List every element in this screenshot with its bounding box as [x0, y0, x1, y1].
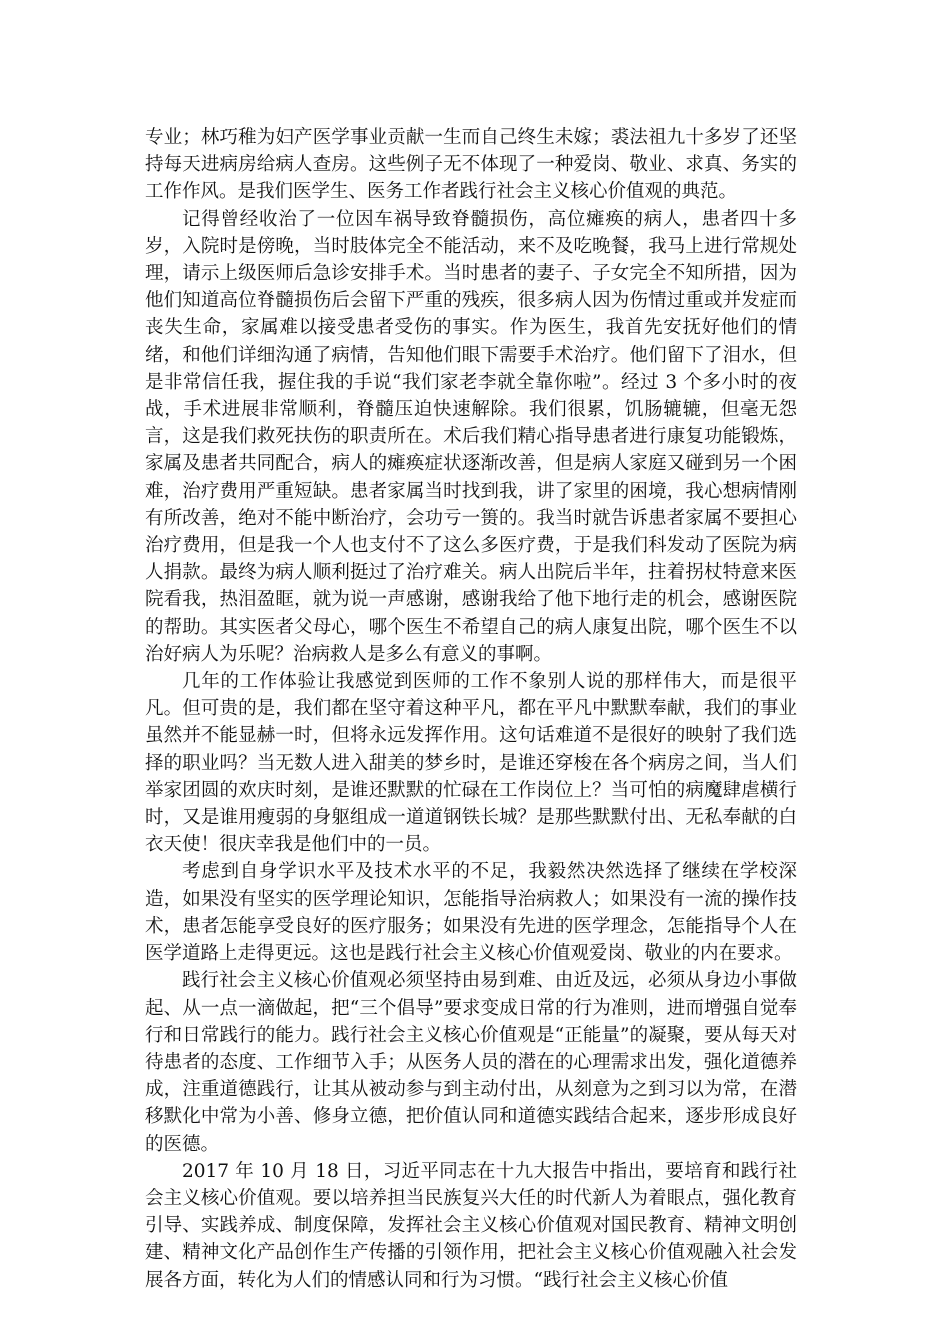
paragraph-further-study: 考虑到自身学识水平及技术水平的不足，我毅然决然选择了继续在学校深造，如果没有坚实的医学理论知识，怎能指导治病救人；如果没有一流的操作技术，患者怎能享受良好的医疗服务；如果没有先进的医学理念，怎能指导个人在医学道路上走得更远。这也是践行社会主义核心价值观爱岗、敬业的内在要求。 — [145, 861, 797, 965]
paragraph-practice-values: 践行社会主义核心价值观必须坚持由易到难、由近及远，必须从身边小事做起、从一点一滴做起，把“三个倡导”要求变成日常的行为准则，进而增强自觉奉行和日常践行的能力。践行社会主义核心价值观是“正能量”的凝聚，要从每天对待患者的态度、工作细节入手；从医务人员的潜在的心理需求出发，强化道德养成，注重道德践行，让其从被动参与到主动付出，从刻意为之到习以为常，在潜移默化中常为小善、修身立德，把价值认同和道德实践结合起来，逐步形成良好的医德。 — [145, 970, 797, 1155]
document-body — [145, 124, 797, 1294]
paragraph-nineteenth-congress: 2017 年 10 月 18 日，习近平同志在十九大报告中指出，要培育和践行社会主义核心价值观。要以培养担当民族复兴大任的时代新人为着眼点，强化教育引导、实践养成、制度保障，发挥社会主义核心价值观对国民教育、精神文明创建、精神文化产品创作生产传播的引领作用，把社会主义核心价值观融入社会发展各方面，转化为人们的情感认同和行为习惯。“践行社会主义核心价值 — [145, 1160, 797, 1291]
paragraph-work-experience: 几年的工作体验让我感觉到医师的工作不象别人说的那样伟大，而是很平凡。但可贵的是，我们都在坚守着这种平凡，都在平凡中默默奉献，我们的事业虽然并不能显赫一时，但将永远发挥作用。这句话难道不是很好的映射了我们选择的职业吗？当无数人进入甜美的梦乡时，是谁还穿梭在各个病房之间，当人们举家团圆的欢庆时刻，是谁还默默的忙碌在工作岗位上？当可怕的病魔肆虐横行时，又是谁用瘦弱的身躯组成一道道钢铁长城？是那些默默付出、无私奉献的白衣天使！很庆幸我是他们中的一员。 — [145, 671, 797, 856]
paragraph-continuation: 专业；林巧稚为妇产医学事业贡献一生而自己终生未嫁；裘法祖九十多岁了还坚持每天进病房给病人查房。这些例子无不体现了一种爱岗、敬业、求真、务实的工作作风。是我们医学生、医务工作者践行社会主义核心价值观的典范。 — [145, 127, 797, 203]
paragraph-patient-story: 记得曾经收治了一位因车祸导致脊髓损伤，高位瘫痪的病人，患者四十多岁，入院时是傍晚，当时肢体完全不能活动，来不及吃晚餐，我马上进行常规处理，请示上级医师后急诊安排手术。当时患者的妻子、子女完全不知所措，因为他们知道高位脊髓损伤后会留下严重的残疾，很多病人因为伤情过重或并发症而丧失生命，家属难以接受患者受伤的事实。作为医生，我首先安抚好他们的情绪，和他们详细沟通了病情，告知他们眼下需要手术治疗。他们留下了泪水，但是非常信任我，握住我的手说“我们家老李就全靠你啦”。经过 3 个多小时的夜战，手术进展非常顺利，脊髓压迫快速解除。我们很累，饥肠辘辘，但毫无怨言，这是我们救死扶伤的职责所在。术后我们精心指导患者进行康复功能锻炼，家属及患者共同配合，病人的瘫痪症状逐渐改善，但是病人家庭又碰到另一个困难，治疗费用严重短缺。患者家属当时找到我，讲了家里的困境，我心想病情刚有所改善，绝对不能中断治疗，会功亏一篑的。我当时就告诉患者家属不要担心治疗费用，但是我一个人也支付不了这么多医疗费，于是我们科发动了医院为病人捐款。最终为病人顺利挺过了治疗难关。病人出院后半年，拄着拐杖特意来医院看我，热泪盈眶，就为说一声感谢，感谢我给了他下地行走的机会，感谢医院的帮助。其实医者父母心，哪个医生不希望自己的病人康复出院，哪个医生不以治好病人为乐呢？治病救人是多么有意义的事啊。 — [145, 208, 797, 665]
